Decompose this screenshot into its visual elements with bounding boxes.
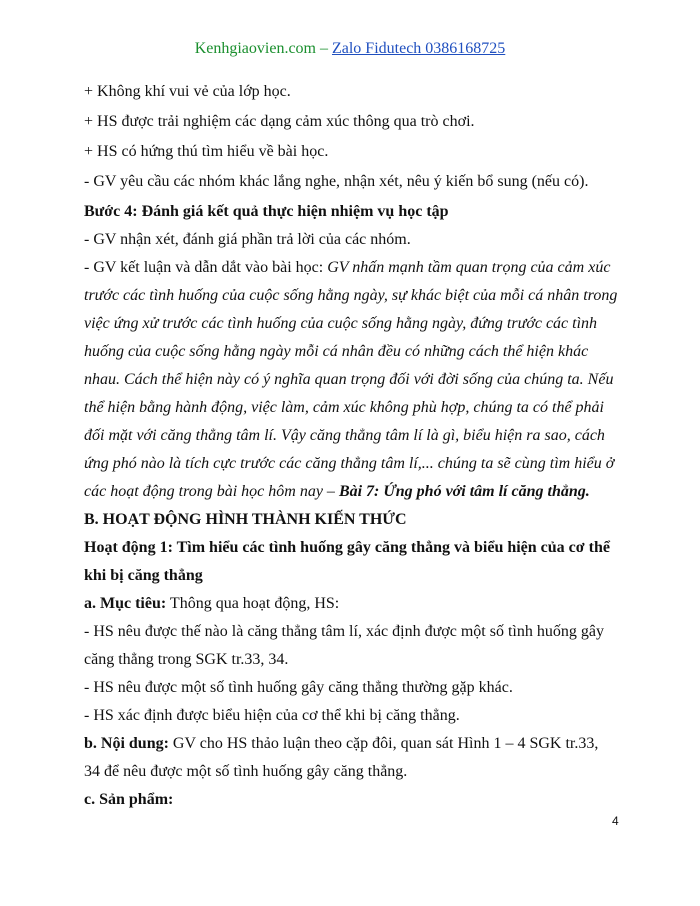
conclusion-end: các hoạt động trong bài học hôm nay – bbox=[84, 483, 339, 500]
conclusion-italic-start: GV nhấn mạnh tầm quan trọng của cảm xúc bbox=[327, 259, 611, 276]
product-label: c. Sản phẩm: bbox=[84, 791, 174, 808]
conclusion-line-6: thể hiện bằng hành động, việc làm, cảm xúc không phù hợp, chúng ta có thể phải bbox=[84, 399, 604, 416]
content-text: GV cho HS thảo luận theo cặp đôi, quan sát Hình 1 – 4 SGK tr.33, bbox=[168, 735, 599, 752]
teacher-assessment: - GV nhận xét, đánh giá phần trả lời của các nhóm. bbox=[84, 231, 411, 248]
activity-1-heading-2: khi bị căng thẳng bbox=[84, 567, 203, 584]
conclusion-line-2: trước các tình huống của cuộc sống hằng ngày, sự khác biệt của mỗi cá nhân trong bbox=[84, 287, 618, 304]
page-header bbox=[0, 40, 700, 58]
objective-item-3: - HS xác định được biểu hiện của cơ thể khi bị căng thẳng. bbox=[84, 707, 460, 724]
teacher-request: - GV yêu cầu các nhóm khác lắng nghe, nhận xét, nêu ý kiến bổ sung (nếu có). bbox=[84, 173, 589, 190]
content-line bbox=[84, 734, 598, 754]
conclusion-line-1 bbox=[84, 258, 610, 278]
header-contact-link[interactable]: Zalo Fidutech 0386168725 bbox=[331, 40, 506, 57]
objective-item-1: - HS nêu được thế nào là căng thẳng tâm lí, xác định được một số tình huống gây bbox=[84, 623, 604, 640]
section-b-heading: B. HOẠT ĐỘNG HÌNH THÀNH KIẾN THỨC bbox=[84, 511, 407, 528]
conclusion-line-3: việc ứng xử trước các tình huống của cuộc sống hằng ngày, đứng trước các tình bbox=[84, 315, 598, 332]
objective-label: a. Mục tiêu: bbox=[84, 595, 167, 612]
objective-item-2: - HS nêu được một số tình huống gây căng thẳng thường gặp khác. bbox=[84, 679, 513, 696]
conclusion-line-7: đối mặt với căng thẳng tâm lí. Vậy căng thẳng tâm lí là gì, biểu hiện ra sao, cách bbox=[84, 427, 605, 444]
header-separator: – bbox=[315, 40, 332, 57]
conclusion-intro: - GV kết luận và dẫn dắt vào bài học: bbox=[84, 259, 328, 276]
activity-1-heading-1: Hoạt động 1: Tìm hiểu các tình huống gây căng thẳng và biểu hiện của cơ thể bbox=[84, 539, 610, 556]
bullet-interest: + HS có hứng thú tìm hiểu về bài học. bbox=[84, 143, 329, 160]
objective-line bbox=[84, 594, 339, 614]
objective-text: Thông qua hoạt động, HS: bbox=[166, 595, 340, 612]
objective-item-1-cont: căng thẳng trong SGK tr.33, 34. bbox=[84, 651, 289, 668]
conclusion-line-4: huống của cuộc sống hằng ngày mỗi cá nhân đều có những cách thể hiện khác bbox=[84, 343, 589, 360]
step-4-heading: Bước 4: Đánh giá kết quả thực hiện nhiệm vụ học tập bbox=[84, 203, 449, 220]
conclusion-line-5: nhau. Cách thể hiện này có ý nghĩa quan trọng đối với đời sống của chúng ta. Nếu bbox=[84, 371, 614, 388]
bullet-atmosphere: + Không khí vui vẻ của lớp học. bbox=[84, 83, 291, 100]
content-line-2: 34 để nêu được một số tình huống gây căng thẳng. bbox=[84, 763, 408, 780]
page-number: 4 bbox=[612, 814, 619, 828]
conclusion-line-9 bbox=[84, 482, 590, 502]
header-site-link[interactable]: Kenhgiaovien.com bbox=[194, 40, 316, 57]
content-label: b. Nội dung: bbox=[84, 735, 169, 752]
bullet-experience: + HS được trải nghiệm các dạng cảm xúc thông qua trò chơi. bbox=[84, 113, 475, 130]
conclusion-line-8: ứng phó nào là tích cực trước các căng thẳng tâm lí,... chúng ta sẽ cùng tìm hiểu ở bbox=[84, 455, 615, 472]
lesson-title: Bài 7: Ứng phó với tâm lí căng thẳng. bbox=[338, 483, 590, 500]
